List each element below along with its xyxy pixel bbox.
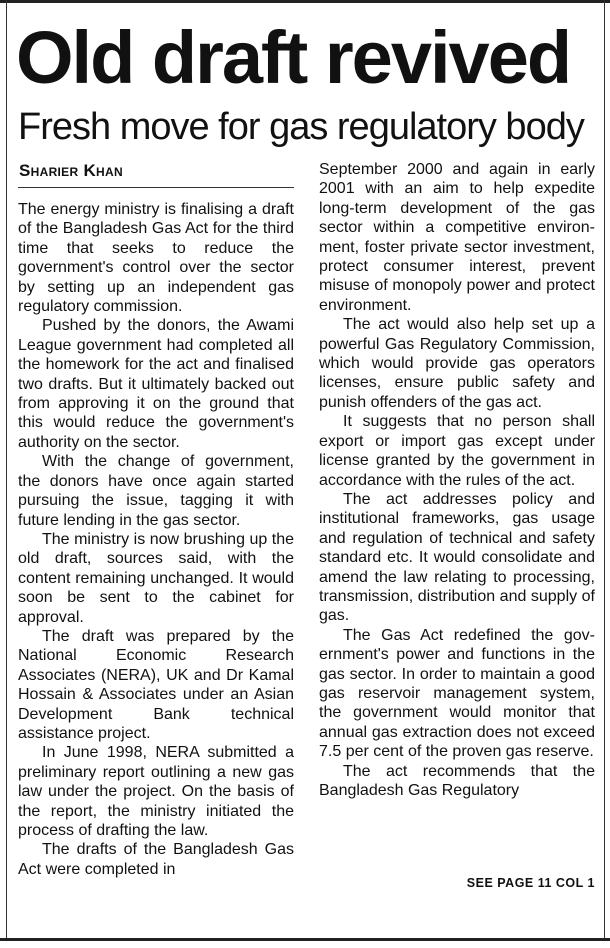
paragraph: The drafts of the Bangladesh Gas Act were completed in bbox=[18, 841, 294, 878]
paragraph: The act would also help set up a powerful Gas Regulatory Commission, which would provide gas operators licenses, ensure public safety and punish offenders of the gas act. bbox=[319, 316, 595, 411]
right-border bbox=[604, 0, 605, 940]
headline: Old draft revived bbox=[16, 16, 571, 99]
paragraph: The act addresses policy and institutional frameworks, gas usage and regulation of technical and safety standard etc. It would consolidate and amend the law relating to processing, transmission, distribution and supply of gas. bbox=[319, 490, 595, 625]
left-border bbox=[6, 0, 7, 940]
top-border bbox=[0, 0, 610, 3]
right-column bbox=[319, 160, 595, 800]
subheadline: Fresh move for gas regulatory body bbox=[18, 106, 584, 148]
bottom-border bbox=[0, 938, 610, 941]
paragraph: In June 1998, NERA submitted a preliminary report outlining a new gas law under the project. On the basis of the report, the ministry initiated the process of drafting the law. bbox=[18, 744, 294, 839]
paragraph: The draft was prepared by the National Economic Research Associates (NERA), UK and Dr Kamal Hossain & Associates under an Asian Development Bank technical assistance project. bbox=[18, 627, 294, 742]
paragraph: The energy ministry is finalising a draft of the Bangladesh Gas Act for the third time that seeks to reduce the government's control over the sector by setting up an independent gas regulatory commission. bbox=[18, 201, 294, 316]
paragraph: Pushed by the donors, the Awami League government had completed all the homework for the act and finalised two drafts. But it ultimately backed out from approving it on the ground that this would reduce the government's authority on the sector. bbox=[18, 317, 294, 451]
left-column bbox=[18, 200, 294, 879]
paragraph: September 2000 and again in early 2001 with an aim to help expedite long-term development of the gas sector within a competitive environment, foster private sector investment, protect consumer interest, prevent misuse of monopoly power and protect environment. bbox=[319, 161, 595, 314]
paragraph: The Gas Act redefined the government's power and functions in the gas sector. In order to maintain a good gas reservoir management system, the government would monitor that annual gas extraction does not exceed 7.5 per cent of the proven gas reserve. bbox=[319, 626, 595, 761]
byline-rule bbox=[18, 187, 294, 188]
paragraph: The act recommends that the Bangladesh Gas Regulatory bbox=[319, 762, 595, 799]
paragraph: With the change of government, the donors have once again started pursuing the issue, tagging it with future lending in the gas sector. bbox=[18, 453, 294, 529]
byline: Sharier Khan bbox=[19, 161, 123, 180]
paragraph: The ministry is now brushing up the old draft, sources said, with the content remaining unchanged. It would soon be sent to the cabinet for approval. bbox=[18, 530, 294, 626]
continuation-jump: SEE PAGE 11 COL 1 bbox=[466, 876, 595, 890]
paragraph: It suggests that no person shall export or import gas except under license granted by the government in accordance with the rules of the act. bbox=[319, 413, 595, 489]
